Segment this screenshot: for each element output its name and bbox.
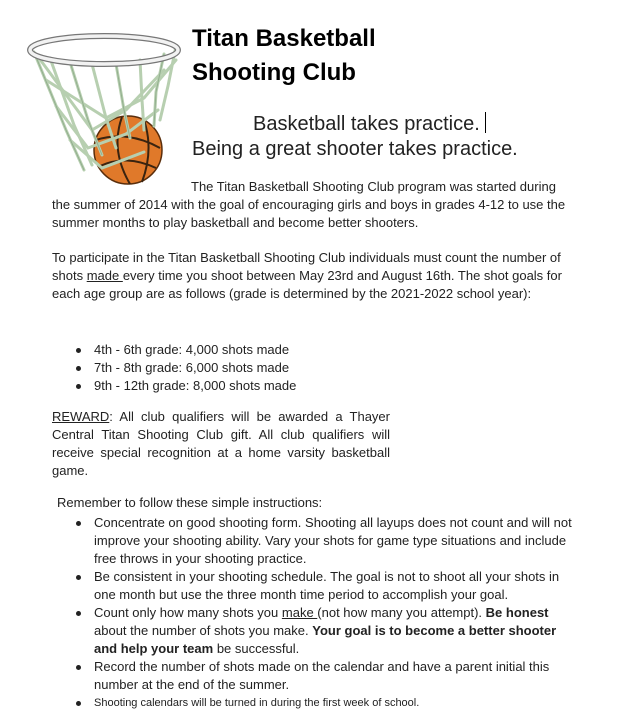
page-title: [192, 22, 376, 90]
instruction-3-text-a: Count only how many shots you: [94, 605, 282, 620]
shot-goals-list: [76, 341, 296, 395]
instruction-3-text-d: be successful.: [213, 641, 300, 656]
instruction-3-text-b: (not how many you attempt).: [317, 605, 486, 620]
instruction-3-bold-goal: Your goal is to become a better shooter and help your team: [94, 623, 557, 656]
participation-text-2: every time you shoot between May 23rd and August 16th. The shot goals for each age group are as follows (grade is determined by the 2021-2022 school year):: [52, 268, 562, 301]
list-item: 9th - 12th grade: 8,000 shots made: [76, 377, 296, 395]
intro-paragraph: The Titan Basketball Shooting Club program was started during the summer of 2014 with the goal of encouraging girls and boys in grades 4-12 to use the summer months to play basketball and become better shooters.: [52, 179, 566, 230]
reward-label: REWARD: [52, 409, 110, 424]
instruction-3-text-c: about the number of shots you make.: [94, 623, 313, 638]
list-item: Be consistent in your shooting schedule. The goal is not to shoot all your shots in one month but use the three month time period to accomplish your goal.: [76, 568, 576, 604]
instruction-3-make: make: [281, 605, 318, 620]
title-line-1: Titan Basketball: [192, 25, 376, 52]
tagline-line-2: Being a great shooter takes practice.: [192, 138, 518, 160]
text-cursor: [485, 112, 486, 133]
basketball-hoop-icon: [26, 30, 186, 185]
reward-text: : All club qualifiers will be awarded a Thayer Central Titan Shooting Club gift. All club qualifiers will receive special recognition at a home varsity basketball game.: [52, 409, 390, 478]
list-item: Record the number of shots made on the calendar and have a parent initial this number at the end of the summer.: [76, 658, 576, 694]
participation-text-1: To participate in the Titan Basketball Shooting Club individuals must count the number of shots: [52, 250, 561, 283]
tagline-line-1: Basketball takes practice.: [253, 113, 480, 135]
list-item: 7th - 8th grade: 6,000 shots made: [76, 359, 296, 377]
title-line-2: Shooting Club: [192, 59, 356, 86]
instructions-heading: Remember to follow these simple instructions:: [57, 495, 323, 510]
list-item: [76, 604, 576, 658]
participation-paragraph: [52, 249, 574, 303]
reward-paragraph: [52, 408, 390, 480]
instruction-3-bold-honest: Be honest: [485, 605, 549, 620]
list-item: Concentrate on good shooting form. Shooting all layups does not count and will not improve your shooting ability. Vary your shots for game type situations and include free throws in your shooting practice.: [76, 514, 576, 568]
participation-made-underlined: made: [86, 268, 123, 283]
instructions-list: [76, 514, 576, 712]
tagline: [192, 112, 552, 162]
list-item: Shooting calendars will be turned in during the first week of school.: [76, 694, 576, 712]
list-item: 4th - 6th grade: 4,000 shots made: [76, 341, 296, 359]
